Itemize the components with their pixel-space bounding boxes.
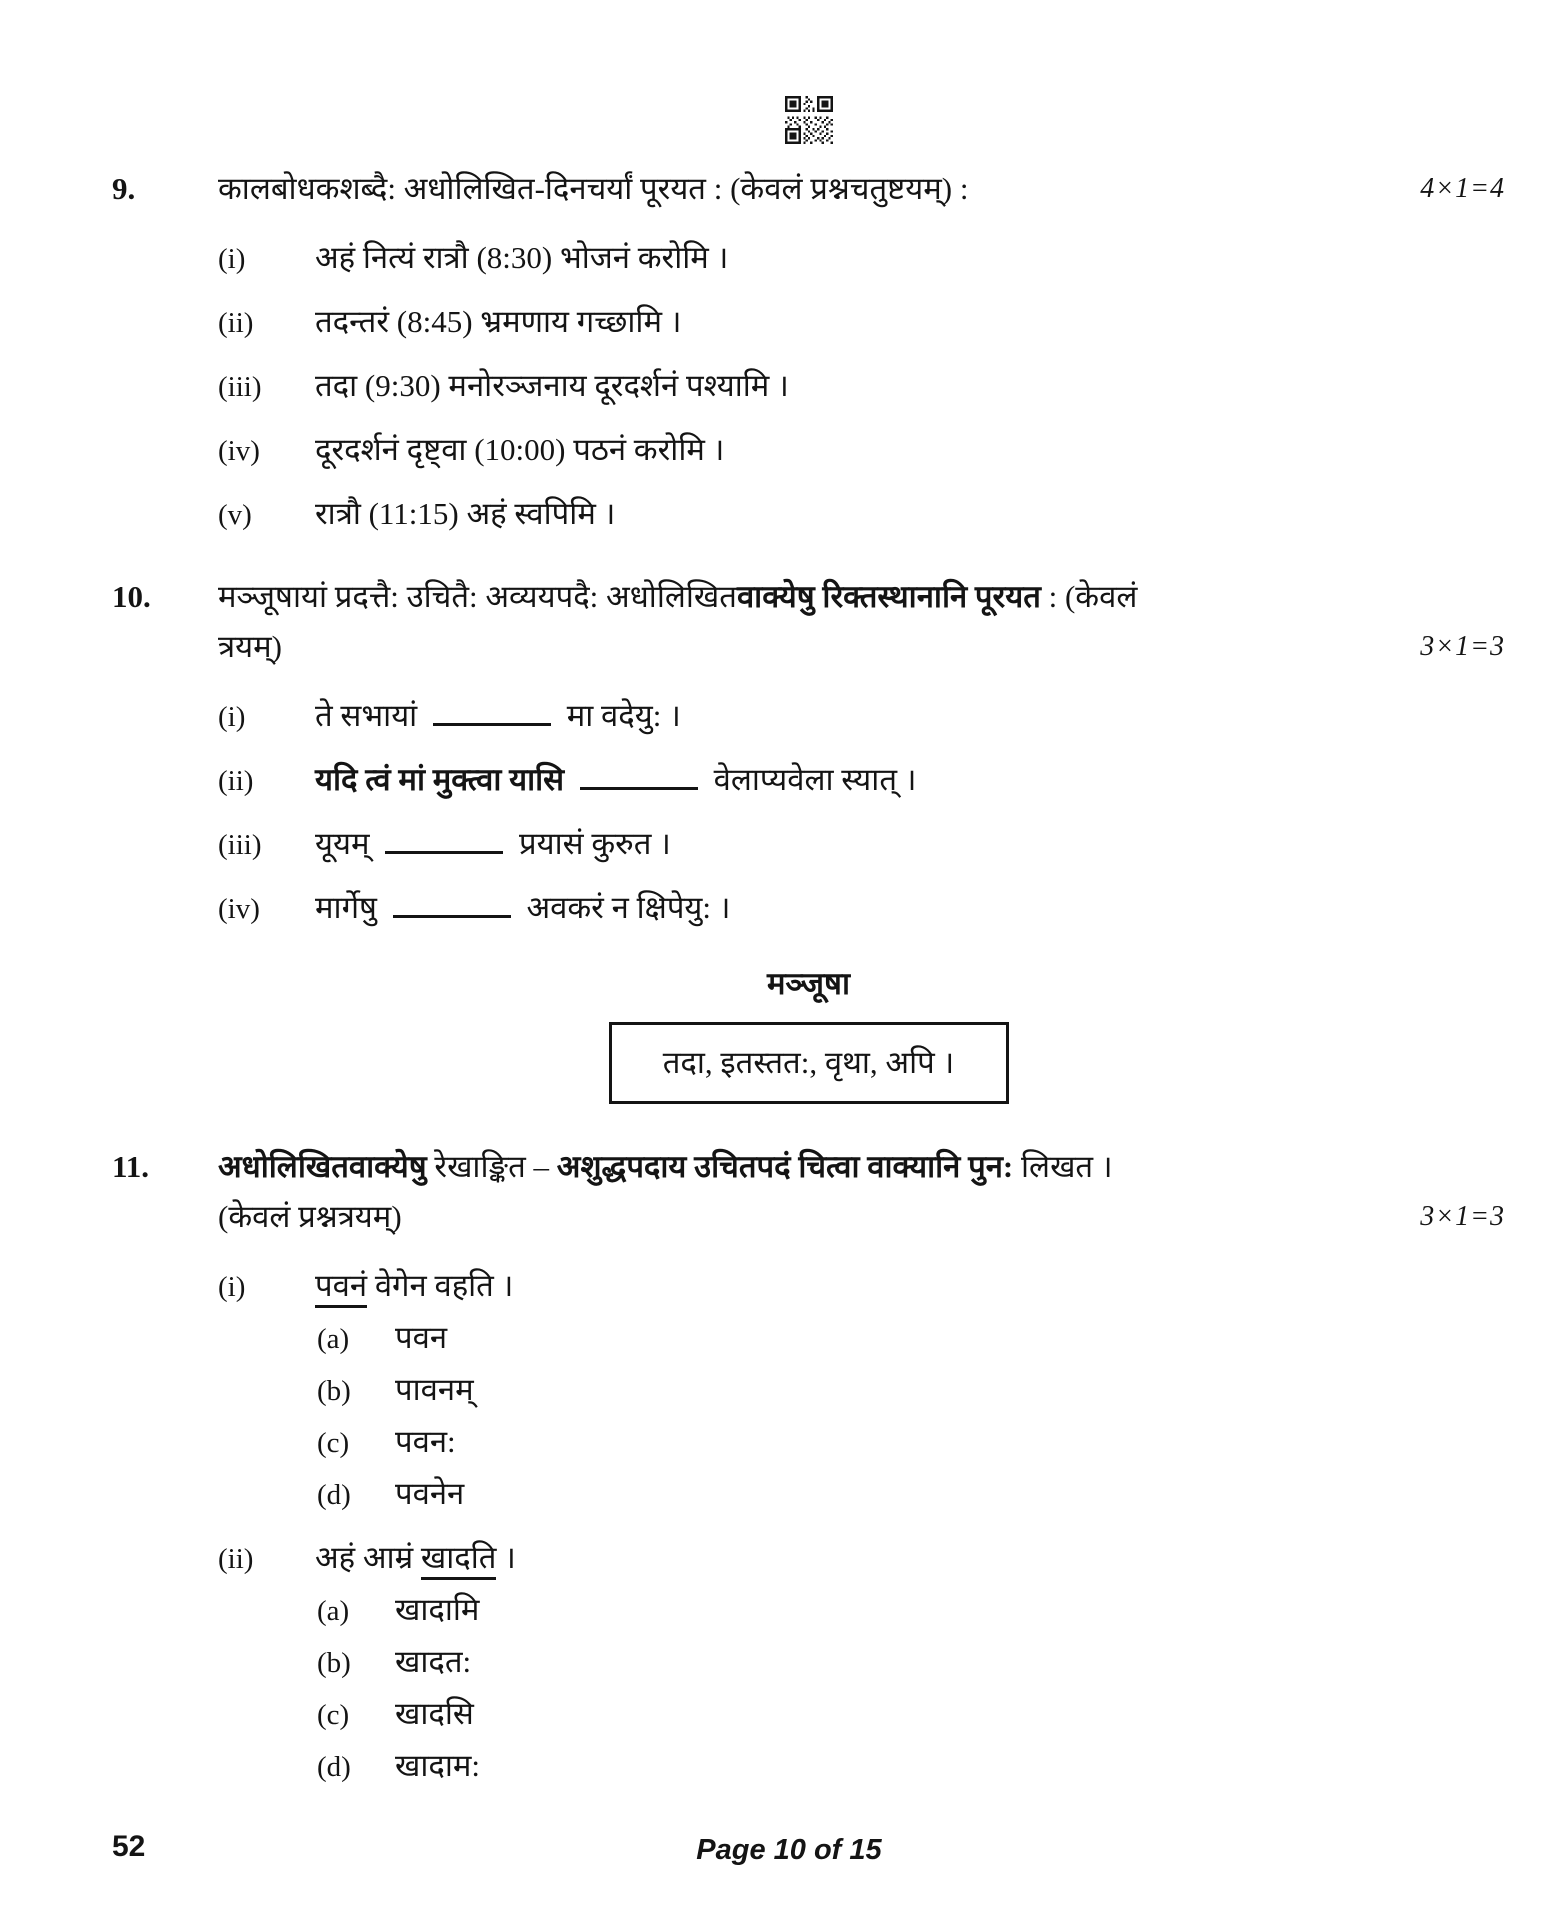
manjusha-title: मञ्जूषा	[767, 966, 850, 1001]
marks-label: 3×1=3	[1420, 1201, 1505, 1232]
item-label: (iv)	[218, 435, 260, 467]
questions-container	[112, 164, 1505, 1786]
text-segment: अधोलिखितवाक्येषु	[218, 1149, 427, 1184]
question-header-line	[218, 1142, 1505, 1192]
option-row	[317, 1474, 1505, 1514]
item-row	[218, 366, 1505, 406]
item-label: (iii)	[218, 829, 262, 861]
item-text	[315, 824, 671, 864]
question-number: 9.	[112, 171, 136, 206]
blank-field	[393, 909, 511, 918]
option-label: (d)	[317, 1751, 351, 1783]
option-text: पवन	[395, 1320, 448, 1355]
question-item	[218, 494, 1505, 534]
option-row	[317, 1590, 1505, 1630]
qr-code	[785, 96, 833, 144]
question-number: 11.	[112, 1149, 150, 1184]
question-body	[218, 164, 1505, 534]
option-label: (a)	[317, 1595, 350, 1627]
option-text: खादत:	[395, 1644, 472, 1679]
text-segment: तदा (9:30) मनोरञ्जनाय दूरदर्शनं पश्यामि ।	[315, 368, 789, 403]
question-item	[218, 696, 1505, 736]
item-text	[315, 430, 724, 470]
question-item	[218, 302, 1505, 342]
question-body	[218, 1142, 1505, 1786]
text-segment: वाक्येषु रिक्तस्थानानि पूरयत	[736, 579, 1041, 614]
item-text	[315, 1538, 516, 1578]
option-text: खादाम:	[395, 1748, 481, 1783]
text-segment: कालबोधकशब्दै: अधोलिखित-दिनचर्यां पूरयत : (केवलं प्रश्नचतुष्टयम्) :	[218, 171, 969, 206]
blank-field	[580, 781, 698, 790]
option-text: खादामि	[395, 1592, 480, 1627]
text-segment: दूरदर्शनं दृष्ट्वा (10:00) पठनं करोमि ।	[315, 432, 725, 467]
text-segment: ते सभायां	[315, 698, 425, 733]
option-row	[317, 1694, 1505, 1734]
question-item	[218, 1266, 1505, 1514]
item-text	[315, 696, 681, 736]
item-text	[315, 1266, 513, 1306]
item-label: (i)	[218, 701, 246, 733]
option-label: (b)	[317, 1375, 351, 1407]
option-row	[317, 1318, 1505, 1358]
item-label: (i)	[218, 1271, 246, 1303]
text-segment: त्रयम्)	[218, 629, 282, 664]
text-segment: तदन्तरं (8:45) भ्रमणाय गच्छामि ।	[315, 304, 682, 339]
text-segment: यूयम्	[315, 826, 378, 861]
text-segment: अहं आम्रं	[315, 1540, 421, 1575]
question-item	[218, 430, 1505, 470]
text-segment: लिखत ।	[1013, 1149, 1113, 1184]
page-number: Page 10 of 15	[696, 1834, 882, 1866]
manjusha-box: तदा, इतस्तत:, वृथा, अपि ।	[609, 1022, 1009, 1104]
question-item	[218, 366, 1505, 406]
item-row	[218, 696, 1505, 736]
item-label: (ii)	[218, 1543, 254, 1575]
item-label: (i)	[218, 243, 246, 275]
item-text	[315, 494, 615, 534]
item-row	[218, 888, 1505, 928]
question-number: 10.	[112, 579, 151, 614]
item-row	[218, 1266, 1505, 1306]
question-item	[218, 238, 1505, 278]
option-label: (c)	[317, 1699, 350, 1731]
item-text	[315, 760, 917, 800]
item-row	[218, 238, 1505, 278]
text-segment: खादति	[421, 1540, 497, 1580]
text-segment: मार्गेषु	[315, 890, 385, 925]
text-segment: पवनं	[315, 1268, 367, 1308]
question-item	[218, 1538, 1505, 1786]
manjusha-block	[609, 962, 1009, 1104]
options-list	[317, 1318, 1505, 1514]
item-label: (v)	[218, 499, 252, 531]
text-segment: वेलाप्यवेला स्यात् ।	[705, 762, 917, 797]
option-label: (b)	[317, 1647, 351, 1679]
text-segment: ।	[496, 1540, 516, 1575]
text-segment: अशुद्धपदाय उचितपदं चित्वा वाक्यानि पुन:	[556, 1149, 1014, 1184]
question-header-line	[218, 164, 1505, 214]
item-row	[218, 494, 1505, 534]
item-label: (ii)	[218, 765, 254, 797]
question-header-line	[218, 572, 1505, 622]
marks-label: 4×1=4	[1420, 173, 1505, 204]
question-item	[218, 824, 1505, 864]
question-item	[218, 888, 1505, 928]
item-label: (iii)	[218, 371, 262, 403]
text-segment: अहं नित्यं रात्रौ (8:30) भोजनं करोमि ।	[315, 240, 729, 275]
marks-label: 3×1=3	[1420, 631, 1505, 662]
item-text	[315, 888, 731, 928]
item-text	[315, 238, 728, 278]
item-row	[218, 824, 1505, 864]
option-text: पावनम्	[395, 1372, 474, 1407]
option-label: (c)	[317, 1427, 350, 1459]
question-body	[218, 572, 1505, 928]
item-row	[218, 1538, 1505, 1578]
item-text	[315, 302, 681, 342]
item-label: (iv)	[218, 893, 260, 925]
question-header-line	[218, 622, 1505, 672]
page-footer	[0, 1830, 1547, 1880]
option-label: (a)	[317, 1323, 350, 1355]
option-row	[317, 1370, 1505, 1410]
question-item	[218, 760, 1505, 800]
text-segment: अवकरं न क्षिपेयु: ।	[518, 890, 731, 925]
option-text: पवन:	[395, 1424, 456, 1459]
question-q11	[112, 1142, 1505, 1786]
item-row	[218, 430, 1505, 470]
text-segment: मा वदेयु: ।	[558, 698, 681, 733]
item-row	[218, 302, 1505, 342]
paper-code: 52	[112, 1830, 146, 1863]
option-label: (d)	[317, 1479, 351, 1511]
text-segment: रेखाङ्कित –	[426, 1149, 557, 1184]
question-header-line	[218, 1192, 1505, 1242]
options-list	[317, 1590, 1505, 1786]
text-segment: मञ्जूषायां प्रदत्तै: उचितै: अव्ययपदै: अधोलिखित	[218, 579, 737, 614]
text-segment: : (केवलं	[1040, 579, 1138, 614]
item-label: (ii)	[218, 307, 254, 339]
option-row	[317, 1642, 1505, 1682]
option-text: पवनेन	[395, 1476, 465, 1511]
option-row	[317, 1746, 1505, 1786]
text-segment: रात्रौ (11:15) अहं स्वपिमि ।	[315, 496, 616, 531]
item-row	[218, 760, 1505, 800]
option-row	[317, 1422, 1505, 1462]
text-segment: (केवलं प्रश्नत्रयम्)	[218, 1199, 402, 1234]
question-q9	[112, 164, 1505, 534]
blank-field	[385, 845, 503, 854]
text-segment: वेगेन वहति ।	[367, 1268, 514, 1303]
text-segment: प्रयासं कुरुत ।	[511, 826, 671, 861]
text-segment: यदि त्वं मां मुक्त्वा यासि	[315, 762, 572, 797]
question-q10	[112, 572, 1505, 928]
qr-code-icon	[785, 96, 833, 144]
option-text: खादसि	[395, 1696, 474, 1731]
item-text	[315, 366, 789, 406]
blank-field	[433, 717, 551, 726]
